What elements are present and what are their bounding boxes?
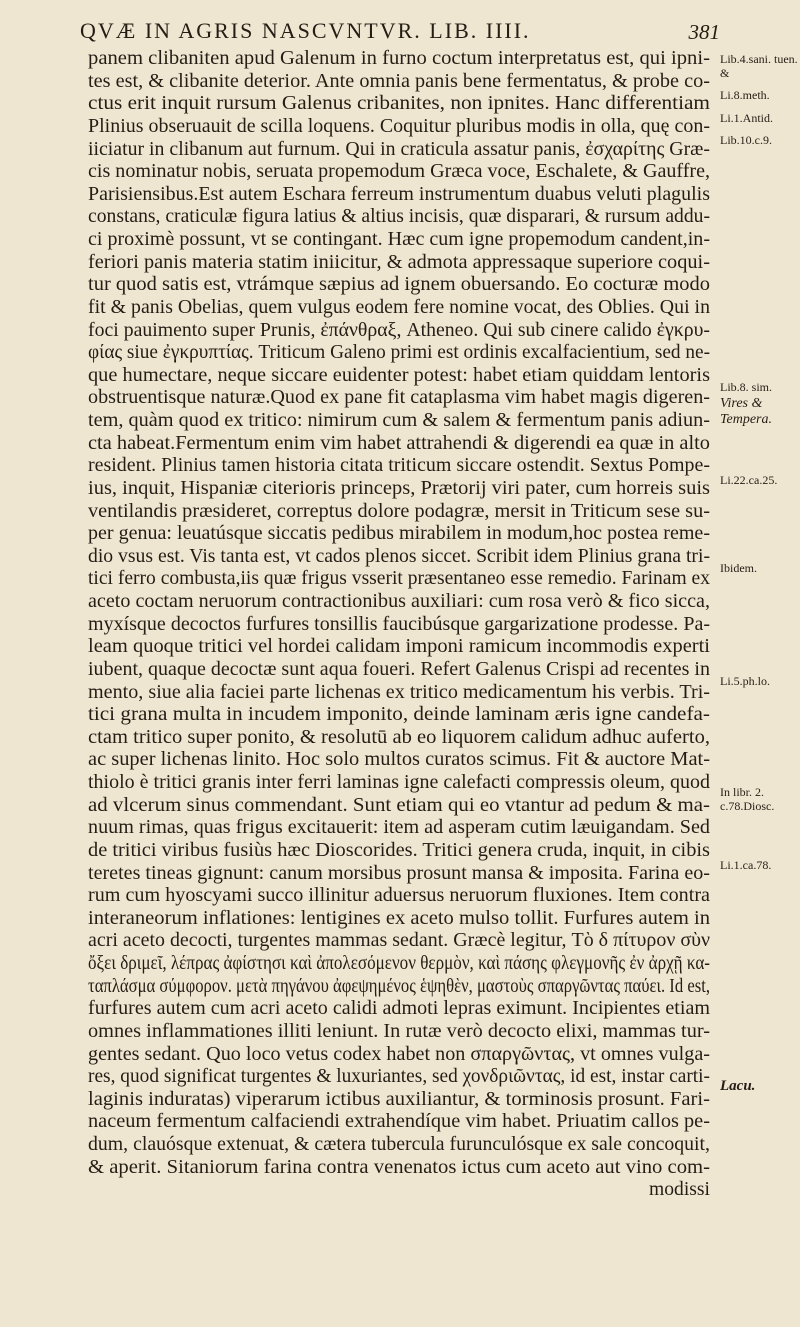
margin-note: Li.8.meth. xyxy=(720,88,770,103)
running-head-title: QVÆ IN AGRIS NASCVNTVR. LIB. IIII. xyxy=(80,18,531,43)
text-line: iiciatur in clibanum aut furnum. Qui in craticula assatur panis, ἐσχαρίτης Græ- xyxy=(88,138,710,160)
margin-note: Vires & Tempera. xyxy=(720,395,772,427)
margin-note: Lacu. xyxy=(720,1078,756,1095)
running-head xyxy=(80,8,720,48)
text-line: ctam tritico super ponito, & resolutū ab eo liquorem calidum adhuc auferto, xyxy=(88,726,710,748)
text-line: ci proximè possunt, vt se contingant. Hæc cum igne propemodum candent,in- xyxy=(88,229,710,250)
text-line: acri aceto decocti, turgentes mammas sedant. Græcè legitur, Τὸ δ πίτυρον σὺν xyxy=(88,930,710,952)
text-line: ad vlcerum sinus commendant. Sunt etiam qui eo vtantur ad pedum & ma- xyxy=(88,794,710,816)
text-line: naceum fermentum calfaciendi extrahendíque vim habet. Priuatim callos pe- xyxy=(88,1111,710,1133)
text-line: gentes sedant. Quo loco vetus codex habet non σπαργῶντας, vt omnes vulga- xyxy=(88,1043,710,1065)
text-line: tici ferro combusta,iis quæ frigus vsserit præsentaneo esse remedio. Farinam ex xyxy=(88,568,710,590)
text-line: φίας siue ἐγκρυπτίας. Triticum Galeno primi est ordinis excalfacientium, sed ne- xyxy=(88,342,710,364)
text-line: omnes inflammationes illiti leniunt. In rutæ verò decocto elixi, mammas tur- xyxy=(88,1020,710,1042)
text-line: interaneorum inflationes: lentigines ex aceto mulso tollit. Furfures autem in xyxy=(88,907,710,929)
margin-note: Li.1.Antid. xyxy=(720,110,773,125)
text-line: leam quoque tritici vel hordei calidam imponi ramicum incommodis experti xyxy=(88,636,710,658)
text-line: myxísque decoctos furfures tonsillis faucibúsque gargarizatione prodesse. Pa- xyxy=(88,613,710,635)
text-line: obstruentisque naturæ.Quod ex pane fit cataplasma vim habet magis digeren- xyxy=(88,387,710,409)
text-line: mento, siue alia faciei parte lichenas ex tritico medicamentum his verbis. Tri- xyxy=(88,681,710,703)
text-line: tici grana multa in incudem imponito, deinde laminam æris igne candefa- xyxy=(88,704,710,726)
text-line: per genua: leuatúsque siccatis pedibus mirabilem in modum,hoc postea reme- xyxy=(88,523,710,545)
text-line: Plinius obseruauit de scilla loquens. Coquitur pluribus modis in olla, quę con- xyxy=(88,115,710,137)
text-line: panem clibaniten apud Galenum in furno coctum interpretatus est, qui ipni- xyxy=(88,48,710,69)
text-line: iubent, quaque decoctæ sunt aqua foueri. Refert Galenus Crispi ad recentes in xyxy=(88,658,710,680)
text-line: cta habeat.Fermentum enim vim habet attrahendi & digerendi ea quæ in alto xyxy=(88,432,710,454)
margin-note: Lib.4.sani. tuen. & xyxy=(720,52,798,80)
margin-note: Lib.8. sim. xyxy=(720,380,773,395)
text-line: ταπλάσμα σύμφορον. μετὰ πηγάνου ἀφεψημένος ἑψηθὲν, μαστοὺς σπαργῶντας παύει. Id est, xyxy=(88,975,710,997)
margin-note: In libr. 2. c.78.Diosc. xyxy=(720,785,775,814)
margin-note: Li.1.ca.78. xyxy=(720,857,772,872)
text-line: aceto coctam neruorum contractionibus auxiliari: cum rosa verò & fico sicca, xyxy=(88,591,710,612)
text-line: modissi xyxy=(649,1179,710,1201)
text-line: furfures autem cum acri aceto calidi admoti lepras eximunt. Incipientes etiam xyxy=(88,998,711,1020)
text-line: dio vsus est. Vis tanta est, vt cados plenos siccet. Scribit idem Plinius grana tri- xyxy=(88,545,710,567)
text-line: thiolo è tritici granis inter ferri laminas igne calefacti compressis oleum, quod xyxy=(88,772,710,793)
text-line: ventilandis præsideret, correptus dolore podagræ, mersit in Triticum sese su- xyxy=(88,500,710,522)
text-line: nuum rimas, quas frigus excitauerit: item ad asperam cutim læuigandam. Sed xyxy=(88,817,710,839)
text-line: tes est, & clibanite deterior. Ante omnia panis bene fermentatus, & probe co- xyxy=(88,70,710,92)
text-line: tur quod satis est, vtrámque sæpius ad ignem obuersando. Eo cocturæ modo xyxy=(88,274,710,296)
margin-note: Li.5.ph.lo. xyxy=(720,674,770,689)
text-line: feriori panis materia statim iniicitur, & admota appressaque superiore coqui- xyxy=(88,251,710,273)
margin-note: Ibidem. xyxy=(720,561,757,576)
text-line: teretes tineas gignunt: canum morsibus prosunt mansa & imposita. Farina eo- xyxy=(88,862,711,884)
text-line: resident. Plinius tamen historia citata triticum siccare ostendit. Sextus Pompe- xyxy=(88,455,710,477)
text-line: de tritici viribus fusiùs hæc Dioscorides. Tritici genera cruda, inquit, in cibis xyxy=(88,839,710,861)
text-line: constans, craticulæ figura latius & altius incisis, quæ disparari, & rursum addu- xyxy=(88,206,710,228)
text-line: laginis induratas) viperarum ictibus auxiliantur, & torminosis prosunt. Fari- xyxy=(88,1088,710,1110)
text-line: ὄξει δριμεῖ, λέπρας ἀφίστησι καὶ ἀπολεσόμενον θερμὸν, καὶ πάσης φλεγμονῆς ἐν ἀρχῇ κα- xyxy=(88,953,710,974)
text-line: dum, clauósque extenuat, & cætera tubercula furunculósque ex sale concoquit, xyxy=(88,1134,711,1155)
margin-note: Li.22.ca.25. xyxy=(720,472,778,487)
margin-note: Lib.10.c.9. xyxy=(720,133,772,148)
text-line: res, quod significat turgentes & luxuriantes, sed χονδριῶντας, id est, instar carti- xyxy=(88,1066,710,1088)
main-text-column xyxy=(88,48,710,1202)
page-number: 381 xyxy=(688,20,720,44)
text-line: foci pauimento super Prunis, ἐπάνθραξ, Atheneo. Qui sub cinere calido ἐγκρυ- xyxy=(88,319,710,341)
text-line: Parisiensibus.Est autem Eschara ferreum instrumentum duabus veluti plagulis xyxy=(88,183,710,205)
text-line: ctus erit inquit rursum Galenus cribanites, non ipnites. Hanc differentiam xyxy=(88,93,710,115)
text-line: cis nominatur nobis, seruata propemodum Græca voce, Eschalete, & Gauffre, xyxy=(88,161,711,183)
text-line: ius, inquit, Hispaniæ citerioris princeps, Prætorij viri pater, cum horreis suis xyxy=(88,477,710,499)
text-line: rum cum hyoscyami succo illinitur aduersus neruorum fluxiones. Item contra xyxy=(88,885,710,907)
text-line: fit & panis Obelias, quem vulgus eodem fere nomine vocat, des Oblies. Qui in xyxy=(88,296,710,318)
text-line: & aperit. Sitaniorum farina contra venenatos ictus cum aceto aut vino com- xyxy=(88,1156,710,1178)
text-line: tem, quàm quod ex tritico: nimirum cum & salem & fermentum panis adiun- xyxy=(88,410,710,431)
text-line: que humectare, neque siccare euidenter potest: habet etiam quiddam lentoris xyxy=(88,364,710,386)
text-line: ac super lichenas linito. Hoc solo multos curatos scimus. Fit & auctore Mat- xyxy=(88,749,710,771)
